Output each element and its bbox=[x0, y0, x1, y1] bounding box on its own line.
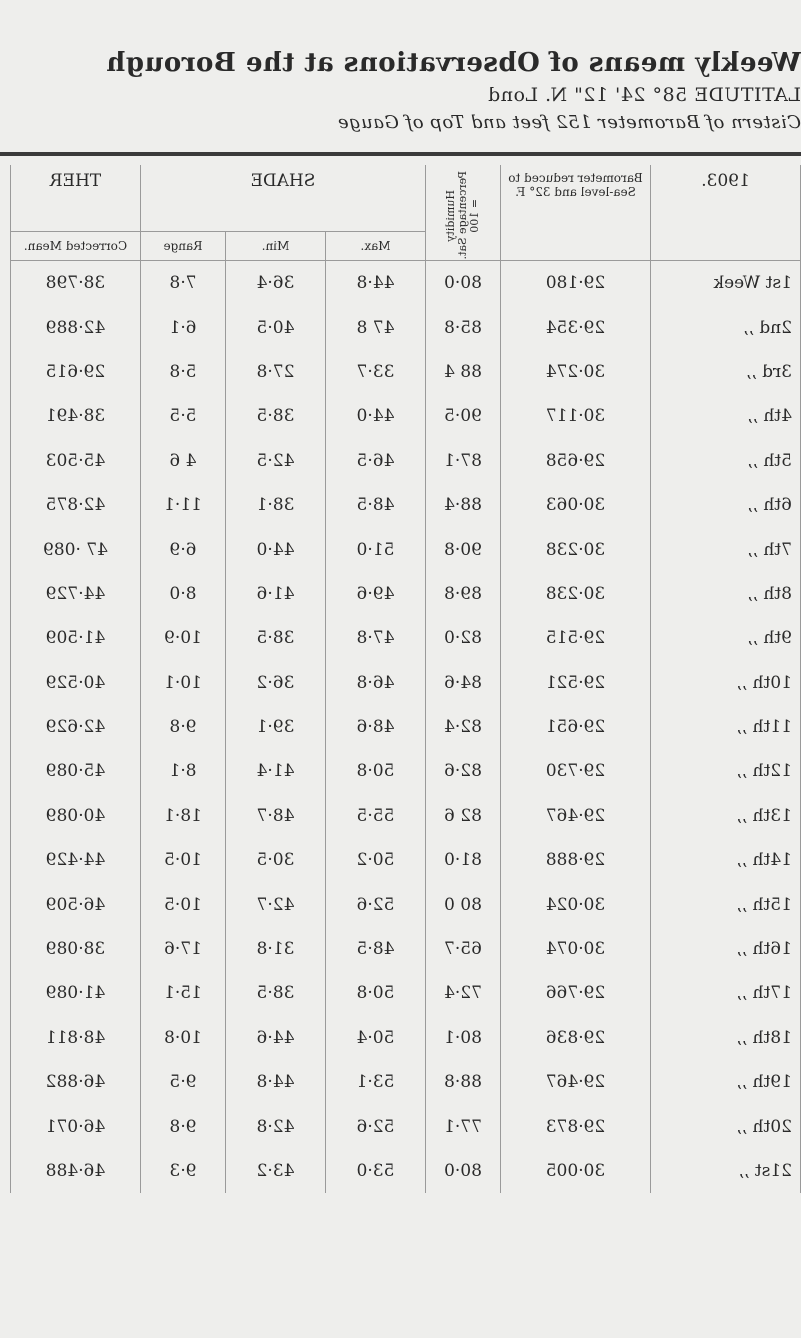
humidity-cell: 90·5 bbox=[426, 394, 501, 438]
humidity-cell: 85·8 bbox=[426, 305, 501, 349]
table-row bbox=[10, 838, 800, 882]
week-cell: 6th ,, bbox=[651, 483, 801, 527]
range-cell: 4 6 bbox=[140, 439, 225, 483]
week-cell: 5th ,, bbox=[651, 439, 801, 483]
humidity-cell: 88·8 bbox=[426, 1060, 501, 1104]
week-cell: 3rd ,, bbox=[651, 350, 801, 394]
corrected-mean-cell: 42·875 bbox=[10, 483, 140, 527]
corrected-mean-cell: 38·491 bbox=[10, 394, 140, 438]
group-header: THER bbox=[10, 165, 140, 232]
barometer-cell: 29·730 bbox=[501, 749, 651, 793]
humidity-cell: 81·0 bbox=[426, 838, 501, 882]
max-temp-cell: 44·8 bbox=[326, 261, 426, 306]
humidity-cell: 89·8 bbox=[426, 572, 501, 616]
humidity-cell: 82·0 bbox=[426, 616, 501, 660]
min-temp-cell: 36·4 bbox=[226, 261, 326, 306]
humidity-cell: 87·1 bbox=[426, 439, 501, 483]
max-temp-cell: 44·0 bbox=[326, 394, 426, 438]
barometer-cell: 30·274 bbox=[501, 350, 651, 394]
min-temp-cell: 39·1 bbox=[226, 705, 326, 749]
barometer-cell: 30·238 bbox=[501, 572, 651, 616]
corrected-mean-cell: 47 ·089 bbox=[10, 527, 140, 571]
min-temp-cell: 41·6 bbox=[226, 572, 326, 616]
table-row bbox=[10, 572, 800, 616]
humidity-cell: 80·1 bbox=[426, 1016, 501, 1060]
table-row bbox=[10, 483, 800, 527]
corrected-mean-cell: 46·882 bbox=[10, 1060, 140, 1104]
min-header: Min. bbox=[226, 232, 326, 261]
humidity-header: Humidity Percentage Sat. = 100 bbox=[426, 165, 501, 261]
humidity-cell: 82·6 bbox=[426, 749, 501, 793]
barometer-cell: 29·515 bbox=[501, 616, 651, 660]
humidity-cell: 77·1 bbox=[426, 1104, 501, 1148]
corrected-mean-cell: 44·729 bbox=[10, 572, 140, 616]
max-temp-cell: 48·5 bbox=[326, 927, 426, 971]
table-row bbox=[10, 1149, 800, 1193]
corrected-mean-cell: 46·509 bbox=[10, 882, 140, 926]
corrected-mean-cell: 38·089 bbox=[10, 927, 140, 971]
table-row bbox=[10, 971, 800, 1015]
latitude-label: LATITUDE 58° 24' 12" N. bbox=[544, 84, 801, 106]
range-cell: 11·1 bbox=[140, 483, 225, 527]
table-row bbox=[10, 527, 800, 571]
humidity-cell: 80·0 bbox=[426, 261, 501, 306]
humidity-cell: 90·8 bbox=[426, 527, 501, 571]
week-cell: 20th ,, bbox=[651, 1104, 801, 1148]
max-temp-cell: 48·5 bbox=[326, 483, 426, 527]
max-temp-cell: 46·5 bbox=[326, 439, 426, 483]
week-cell: 1st Week bbox=[651, 261, 801, 306]
barometer-cell: 29·873 bbox=[501, 1104, 651, 1148]
max-temp-cell: 52·6 bbox=[326, 882, 426, 926]
range-cell: 10·9 bbox=[140, 616, 225, 660]
corrected-mean-cell: 46·071 bbox=[10, 1104, 140, 1148]
shade-header: SHADE bbox=[140, 165, 425, 232]
page-subtitle: Cistern of Barometer 152 feet and Top of Gauge bbox=[337, 112, 801, 133]
page-title: Weekly means of Observations at the Borough bbox=[105, 48, 801, 78]
table-row bbox=[10, 394, 800, 438]
range-cell: 6·9 bbox=[140, 527, 225, 571]
corrected-mean-cell: 42·629 bbox=[10, 705, 140, 749]
barometer-cell: 30·024 bbox=[501, 882, 651, 926]
min-temp-cell: 38·5 bbox=[226, 971, 326, 1015]
min-temp-cell: 30·5 bbox=[226, 838, 326, 882]
max-temp-cell: 50·8 bbox=[326, 749, 426, 793]
header-rule bbox=[0, 152, 801, 156]
week-cell: 4th ,, bbox=[651, 394, 801, 438]
humidity-cell: 82·4 bbox=[426, 705, 501, 749]
max-temp-cell: 51·0 bbox=[326, 527, 426, 571]
range-cell: 18·1 bbox=[140, 794, 225, 838]
table-row bbox=[10, 927, 800, 971]
table-row bbox=[10, 749, 800, 793]
max-header: Max. bbox=[326, 232, 426, 261]
corrected-mean-cell: 41·509 bbox=[10, 616, 140, 660]
barometer-cell: 30·074 bbox=[501, 927, 651, 971]
range-cell: 10·8 bbox=[140, 1016, 225, 1060]
range-cell: 5·5 bbox=[140, 394, 225, 438]
corrected-mean-cell: 46·488 bbox=[10, 1149, 140, 1193]
barometer-cell: 29·467 bbox=[501, 794, 651, 838]
min-temp-cell: 48·7 bbox=[226, 794, 326, 838]
barometer-cell: 29·836 bbox=[501, 1016, 651, 1060]
barometer-cell: 29·888 bbox=[501, 838, 651, 882]
range-cell: 9·8 bbox=[140, 1104, 225, 1148]
range-cell: 9·3 bbox=[140, 1149, 225, 1193]
range-header: Range bbox=[140, 232, 225, 261]
barometer-cell: 30·238 bbox=[501, 527, 651, 571]
range-cell: 5·8 bbox=[140, 350, 225, 394]
min-temp-cell: 38·5 bbox=[226, 394, 326, 438]
max-temp-cell: 49·6 bbox=[326, 572, 426, 616]
humidity-cell: 80 0 bbox=[426, 882, 501, 926]
range-cell: 10·1 bbox=[140, 661, 225, 705]
barometer-cell: 30·117 bbox=[501, 394, 651, 438]
max-temp-cell: 47·8 bbox=[326, 616, 426, 660]
corrected-mean-cell: 29·615 bbox=[10, 350, 140, 394]
max-temp-cell: 52·6 bbox=[326, 1104, 426, 1148]
corrected-mean-cell: 40·089 bbox=[10, 794, 140, 838]
min-temp-cell: 31·8 bbox=[226, 927, 326, 971]
humidity-cell: 72·4 bbox=[426, 971, 501, 1015]
week-cell: 8th ,, bbox=[651, 572, 801, 616]
min-temp-cell: 38·5 bbox=[226, 616, 326, 660]
week-cell: 14th ,, bbox=[651, 838, 801, 882]
min-temp-cell: 40·5 bbox=[226, 305, 326, 349]
max-temp-cell: 33·7 bbox=[326, 350, 426, 394]
max-temp-cell: 55·5 bbox=[326, 794, 426, 838]
max-temp-cell: 50·2 bbox=[326, 838, 426, 882]
range-cell: 10·5 bbox=[140, 838, 225, 882]
range-cell: 6·1 bbox=[140, 305, 225, 349]
corrected-mean-header: Corrected Mean. bbox=[10, 232, 140, 261]
max-temp-cell: 53·1 bbox=[326, 1060, 426, 1104]
table-row bbox=[10, 1104, 800, 1148]
table-row bbox=[10, 882, 800, 926]
min-temp-cell: 41·4 bbox=[226, 749, 326, 793]
min-temp-cell: 43·2 bbox=[226, 1149, 326, 1193]
table-row bbox=[10, 1060, 800, 1104]
table-row bbox=[10, 705, 800, 749]
week-cell: 17th ,, bbox=[651, 971, 801, 1015]
week-cell: 18th ,, bbox=[651, 1016, 801, 1060]
range-cell: 7·8 bbox=[140, 261, 225, 306]
barometer-cell: 29·180 bbox=[501, 261, 651, 306]
max-temp-cell: 47 8 bbox=[326, 305, 426, 349]
range-cell: 17·6 bbox=[140, 927, 225, 971]
humidity-cell: 84·6 bbox=[426, 661, 501, 705]
max-temp-cell: 53·0 bbox=[326, 1149, 426, 1193]
week-cell: 21st ,, bbox=[651, 1149, 801, 1193]
table-row bbox=[10, 261, 800, 306]
min-temp-cell: 38·1 bbox=[226, 483, 326, 527]
range-cell: 8·1 bbox=[140, 749, 225, 793]
min-temp-cell: 44·0 bbox=[226, 527, 326, 571]
range-cell: 9·5 bbox=[140, 1060, 225, 1104]
range-cell: 10·5 bbox=[140, 882, 225, 926]
page-location-line bbox=[488, 84, 801, 106]
barometer-cell: 29·766 bbox=[501, 971, 651, 1015]
barometer-cell: 29·651 bbox=[501, 705, 651, 749]
observations-table bbox=[10, 165, 801, 1193]
min-temp-cell: 27·8 bbox=[226, 350, 326, 394]
max-temp-cell: 50·8 bbox=[326, 971, 426, 1015]
corrected-mean-cell: 45·503 bbox=[10, 439, 140, 483]
humidity-cell: 80·0 bbox=[426, 1149, 501, 1193]
min-temp-cell: 42·7 bbox=[226, 882, 326, 926]
table-row bbox=[10, 350, 800, 394]
year-header: 1903. bbox=[651, 165, 801, 261]
barometer-cell: 30·063 bbox=[501, 483, 651, 527]
location-label: Lond bbox=[487, 84, 539, 106]
barometer-cell: 30·005 bbox=[501, 1149, 651, 1193]
range-cell: 9·8 bbox=[140, 705, 225, 749]
barometer-cell: 29·658 bbox=[501, 439, 651, 483]
humidity-cell: 65·7 bbox=[426, 927, 501, 971]
table-row bbox=[10, 1016, 800, 1060]
table-row bbox=[10, 794, 800, 838]
corrected-mean-cell: 48·811 bbox=[10, 1016, 140, 1060]
max-temp-cell: 48·6 bbox=[326, 705, 426, 749]
table-row bbox=[10, 439, 800, 483]
week-cell: 11th ,, bbox=[651, 705, 801, 749]
week-cell: 12th ,, bbox=[651, 749, 801, 793]
barometer-header: Barometer reduced to Sea-level and 32° F. bbox=[501, 165, 651, 261]
week-cell: 16th ,, bbox=[651, 927, 801, 971]
barometer-cell: 29·354 bbox=[501, 305, 651, 349]
week-cell: 9th ,, bbox=[651, 616, 801, 660]
table-row bbox=[10, 661, 800, 705]
humidity-cell: 82 6 bbox=[426, 794, 501, 838]
week-cell: 13th ,, bbox=[651, 794, 801, 838]
table-row bbox=[10, 305, 800, 349]
week-cell: 19th ,, bbox=[651, 1060, 801, 1104]
table-row bbox=[10, 616, 800, 660]
corrected-mean-cell: 45·089 bbox=[10, 749, 140, 793]
week-cell: 2nd ,, bbox=[651, 305, 801, 349]
week-cell: 15th ,, bbox=[651, 882, 801, 926]
min-temp-cell: 42·5 bbox=[226, 439, 326, 483]
corrected-mean-cell: 44·429 bbox=[10, 838, 140, 882]
week-cell: 7th ,, bbox=[651, 527, 801, 571]
corrected-mean-cell: 42·889 bbox=[10, 305, 140, 349]
corrected-mean-cell: 38·798 bbox=[10, 261, 140, 306]
humidity-cell: 88 4 bbox=[426, 350, 501, 394]
humidity-cell: 88·4 bbox=[426, 483, 501, 527]
barometer-cell: 29·521 bbox=[501, 661, 651, 705]
min-temp-cell: 44·8 bbox=[226, 1060, 326, 1104]
week-cell: 10th ,, bbox=[651, 661, 801, 705]
range-cell: 8·0 bbox=[140, 572, 225, 616]
min-temp-cell: 42·8 bbox=[226, 1104, 326, 1148]
corrected-mean-cell: 40·529 bbox=[10, 661, 140, 705]
corrected-mean-cell: 41·089 bbox=[10, 971, 140, 1015]
min-temp-cell: 44·6 bbox=[226, 1016, 326, 1060]
barometer-cell: 29·467 bbox=[501, 1060, 651, 1104]
max-temp-cell: 46·8 bbox=[326, 661, 426, 705]
range-cell: 15·1 bbox=[140, 971, 225, 1015]
max-temp-cell: 50·4 bbox=[326, 1016, 426, 1060]
min-temp-cell: 36·2 bbox=[226, 661, 326, 705]
